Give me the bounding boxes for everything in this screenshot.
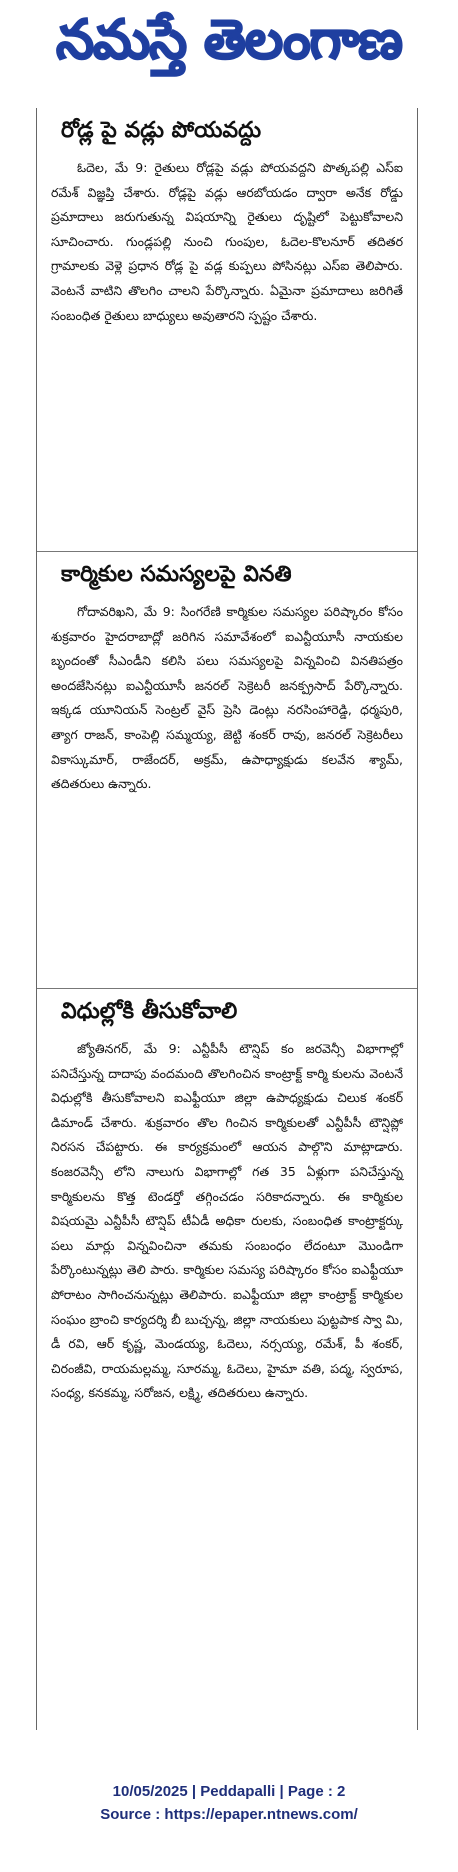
article-body: జ్యోతినగర్, మే 9: ఎన్టీపీసీ టౌన్షిప్ కం జరవెన్సీ విభాగాల్లో పనిచేస్తున్న దాదాపు వందమంది తొలగించిన కాంట్రాక్ట్ కార్మి కులను వెంటనే విధుల్లోకి తీసుకోవాలని ఐఎఫ్టీయూ జిల్లా ఉపాధ్యక్షుడు చిలుక శంకర్ డిమాండ్ చేశారు. శుక్రవారం తొల గించిన కార్మికులతో ఎన్టీపీసీ టౌన్షిప్లో నిరసన చేపట్టారు. ఈ కార్యక్రమంలో ఆయన పాల్గొని మాట్లాడారు. కంజరవెన్సీ లోని నాలుగు విభాగాల్లో గత 35 ఏళ్లుగా పనిచేస్తున్న కార్మికులను కొత్త టెండర్తో తగ్గించడం సరికాదన్నారు. ఈ కార్మికుల విషయమై ఎన్టీపీసీ టౌన్షిప్ టీఏడీ అధికా రులకు, సంబంధిత కాంట్రాక్టర్కు పలు మార్లు విన్నవించినా తమకు సంబంధం లేదంటూ మొండిగా పేర్కొంటున్నట్లు తెలి పారు. కార్మికుల సమస్య పరిష్కారం కోసం ఐఎఫ్టీయూ పోరాటం సాగించనున్నట్లు తెలిపారు. ఐఎఫ్టీయూ జిల్లా కాంట్రాక్ట్ కార్మికుల సంఘం బ్రాంచి కార్యదర్శి బీ బుచ్చన్న, జిల్లా నాయకులు పుట్టపాక స్వా మి, డీ రవి, ఆర్ కృష్ణ, మెండయ్య, ఓదెలు, నర్సయ్య, రమేశ్, పీ శంకర్, చిరంజీవి, రాయమల్లమ్మ, సూరమ్మ, ఓదెలు, హైమా వతి, పద్మ, స్వరూప, సంధ్య, కనకమ్మ, సరోజన, లక్ష్మి, తదితరులు ఉన్నారు. [51, 1041, 403, 1401]
article-separator [37, 551, 417, 552]
article-body: గోదావరిఖని, మే 9: సింగరేణి కార్మికుల సమస్యల పరిష్కారం కోసం శుక్రవారం హైదరాబాద్లో జరిగిన సమావేశంలో ఐఎన్టీయూసీ నాయకుల బృందంతో సీఎండీని కలిసి పలు సమస్యలపై విన్నవించి వినతిపత్రం అందజేసినట్లు ఐఎన్టీయూసీ జనరల్ సెక్రెటరీ జనక్ప్రసాద్ పేర్కొన్నారు. ఇక్కడ యూనియన్ సెంట్రల్ వైస్ ప్రెసి డెంట్లు నరసింహారెడ్డి, ధర్మపురి, త్యాగ రాజన్, కాంపెల్లి సమ్మయ్య, జెట్టి శంకర్ రావు, జనరల్ సెక్రెటరీలు వికాస్కుమార్, రాజేందర్, అక్రమ్, ఉపాధ్యాక్షుడు కలవేన శ్యామ్, తదితరులు ఉన్నారు. [51, 604, 403, 792]
article-body: ఓదెల, మే 9: రైతులు రోడ్లపై వడ్లు పోయవద్దని పొత్కపల్లి ఎస్ఐ రమేశ్ విజ్ఞప్తి చేశారు. రోడ్లపై వడ్లు ఆరబోయడం ద్వారా అనేక రోడ్డు ప్రమాదాలు జరుగుతున్న విషయాన్ని రైతులు దృష్టిలో పెట్టుకోవాలని సూచించారు. గుండ్లపల్లి నుంచి గుంపుల, ఓదెల-కొలనూర్ తదితర గ్రామాలకు వెళ్లె ప్రధాన రోడ్ల పై వడ్ల కుప్పలు పోసినట్లు ఎస్ఐ తెలిపారు. వెంటనే వాటిని తొలగిం చాలని పేర్కొన్నారు. ఏమైనా ప్రమాదాలు జరిగితే సంబంధిత రైతులు బాధ్యులు అవుతారని స్పష్టం చేశారు. [51, 160, 403, 323]
article-headline: విధుల్లోకి తీసుకోవాలి [61, 999, 238, 1024]
article-1 [51, 116, 403, 541]
article-headline: కార్మికుల సమస్యలపై వినతి [61, 562, 292, 587]
news-clipping [36, 108, 418, 1730]
footer-edition-info: 10/05/2025 | Peddapalli | Page : 2 [112, 1783, 346, 1800]
masthead [0, 0, 458, 92]
article-2 [51, 560, 403, 978]
newspaper-logo: నమస్తే తెలంగాణ [56, 7, 402, 71]
footer-source: Source : https://epaper.ntnews.com/ [100, 1806, 358, 1823]
article-headline: రోడ్ల పై వడ్లు పోయవద్దు [61, 118, 262, 143]
article-separator [37, 988, 417, 989]
article-3 [51, 997, 403, 1406]
